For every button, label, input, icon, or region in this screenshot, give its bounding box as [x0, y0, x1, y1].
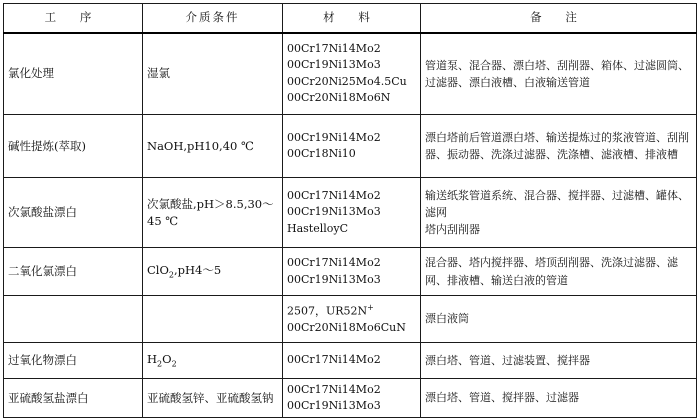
materials-table [3, 3, 697, 418]
process-cell: 碱性提炼(萃取) [4, 115, 143, 178]
process-cell: 氯化处理 [4, 33, 143, 115]
process-cell: 亚硫酸氢盐漂白 [4, 379, 143, 418]
material-item [287, 302, 416, 320]
material-item: 00Cr19Ni14Mo2 [287, 130, 381, 144]
medium-formula: ClO [147, 263, 169, 278]
notes-cell: 混合器、塔内搅拌器、塔顶刮削器、洗涤过滤器、滤网、排液槽、输送白液的管道 [421, 248, 697, 296]
notes-cell: 漂白塔、管道、搅拌器、过滤器 [421, 379, 697, 418]
medium-cell [143, 343, 283, 379]
material-superscript: + [367, 302, 374, 312]
material-cell [283, 178, 421, 248]
notes-cell: 漂白液筒 [421, 296, 697, 343]
notes-cell: 漂白塔、管道、过滤装置、搅拌器 [421, 343, 697, 379]
material-item: 00Cr20Ni18Mo6N [287, 91, 391, 105]
material-cell [283, 296, 421, 343]
process-cell [4, 296, 143, 343]
notes-cell: 漂白塔前后管道漂白塔、输送提炼过的浆液管道、刮削器、振动器、洗涤过滤器、洗涤槽、滤液槽、排液槽 [421, 115, 697, 178]
table-row [4, 33, 697, 115]
material-grade: 2507，UR52N [287, 304, 368, 318]
medium-formula: H [147, 352, 158, 367]
material-cell [283, 115, 421, 178]
material-item: 00Cr17Ni14Mo2 [287, 188, 381, 202]
medium-cell [143, 296, 283, 343]
material-item: 00Cr19Ni13Mo3 [287, 272, 381, 286]
material-item: 00Cr20Ni25Mo4.5Cu [287, 74, 407, 88]
notes-line: 输送纸浆管道系统、混合器、搅拌器、过滤槽、罐体、滤网 [425, 188, 689, 219]
notes-cell [421, 178, 697, 248]
medium-condition: ,pH4～5 [174, 263, 222, 278]
table-row [4, 379, 697, 418]
medium-cell: 亚硫酸氢锌、亚硫酸氢钠 [143, 379, 283, 418]
material-item: 00Cr19Ni13Mo3 [287, 205, 381, 219]
medium-formula-mid: O [162, 352, 172, 367]
material-item: 00Cr17Ni14Mo2 [287, 353, 381, 367]
process-cell: 二氧化氯漂白 [4, 248, 143, 296]
material-item: 00Cr17Ni14Mo2 [287, 41, 381, 55]
medium-subscript: 2 [168, 270, 174, 280]
process-cell: 次氯酸盐漂白 [4, 178, 143, 248]
table-row [4, 248, 697, 296]
header-material: 材 料 [283, 4, 421, 33]
table-header-row [4, 4, 697, 33]
material-item: 00Cr19Ni13Mo3 [287, 399, 381, 412]
medium-cell: 湿氯 [143, 33, 283, 115]
notes-cell: 管道泵、混合器、漂白塔、刮削器、箱体、过滤圆筒、过滤器、漂白液槽、白液输送管道 [421, 33, 697, 115]
material-cell [283, 343, 421, 379]
medium-cell [143, 248, 283, 296]
notes-line: 塔内刮削器 [425, 223, 480, 237]
header-medium: 介质条件 [143, 4, 283, 33]
table-row [4, 178, 697, 248]
material-cell [283, 248, 421, 296]
medium-subscript: 2 [171, 359, 177, 369]
medium-cell: 次氯酸盐,pH＞8.5,30～45 ℃ [143, 178, 283, 248]
material-item: 00Cr19Ni13Mo3 [287, 58, 381, 72]
header-process: 工 序 [4, 4, 143, 33]
material-cell [283, 33, 421, 115]
header-notes: 备 注 [421, 4, 697, 33]
table-row [4, 296, 697, 343]
table-row [4, 343, 697, 379]
table-row [4, 115, 697, 178]
medium-subscript: 2 [157, 359, 163, 369]
material-item: 00Cr18Ni10 [287, 147, 356, 160]
material-item: 00Cr17Ni14Mo2 [287, 256, 381, 269]
process-cell: 过氧化物漂白 [4, 343, 143, 379]
material-cell [283, 379, 421, 418]
material-item: HastelloyC [287, 221, 349, 235]
medium-cell: NaOH,pH10,40 ℃ [143, 115, 283, 178]
material-item: 00Cr20Ni18Mo6CuN [287, 320, 406, 334]
material-item: 00Cr17Ni14Mo2 [287, 382, 381, 396]
